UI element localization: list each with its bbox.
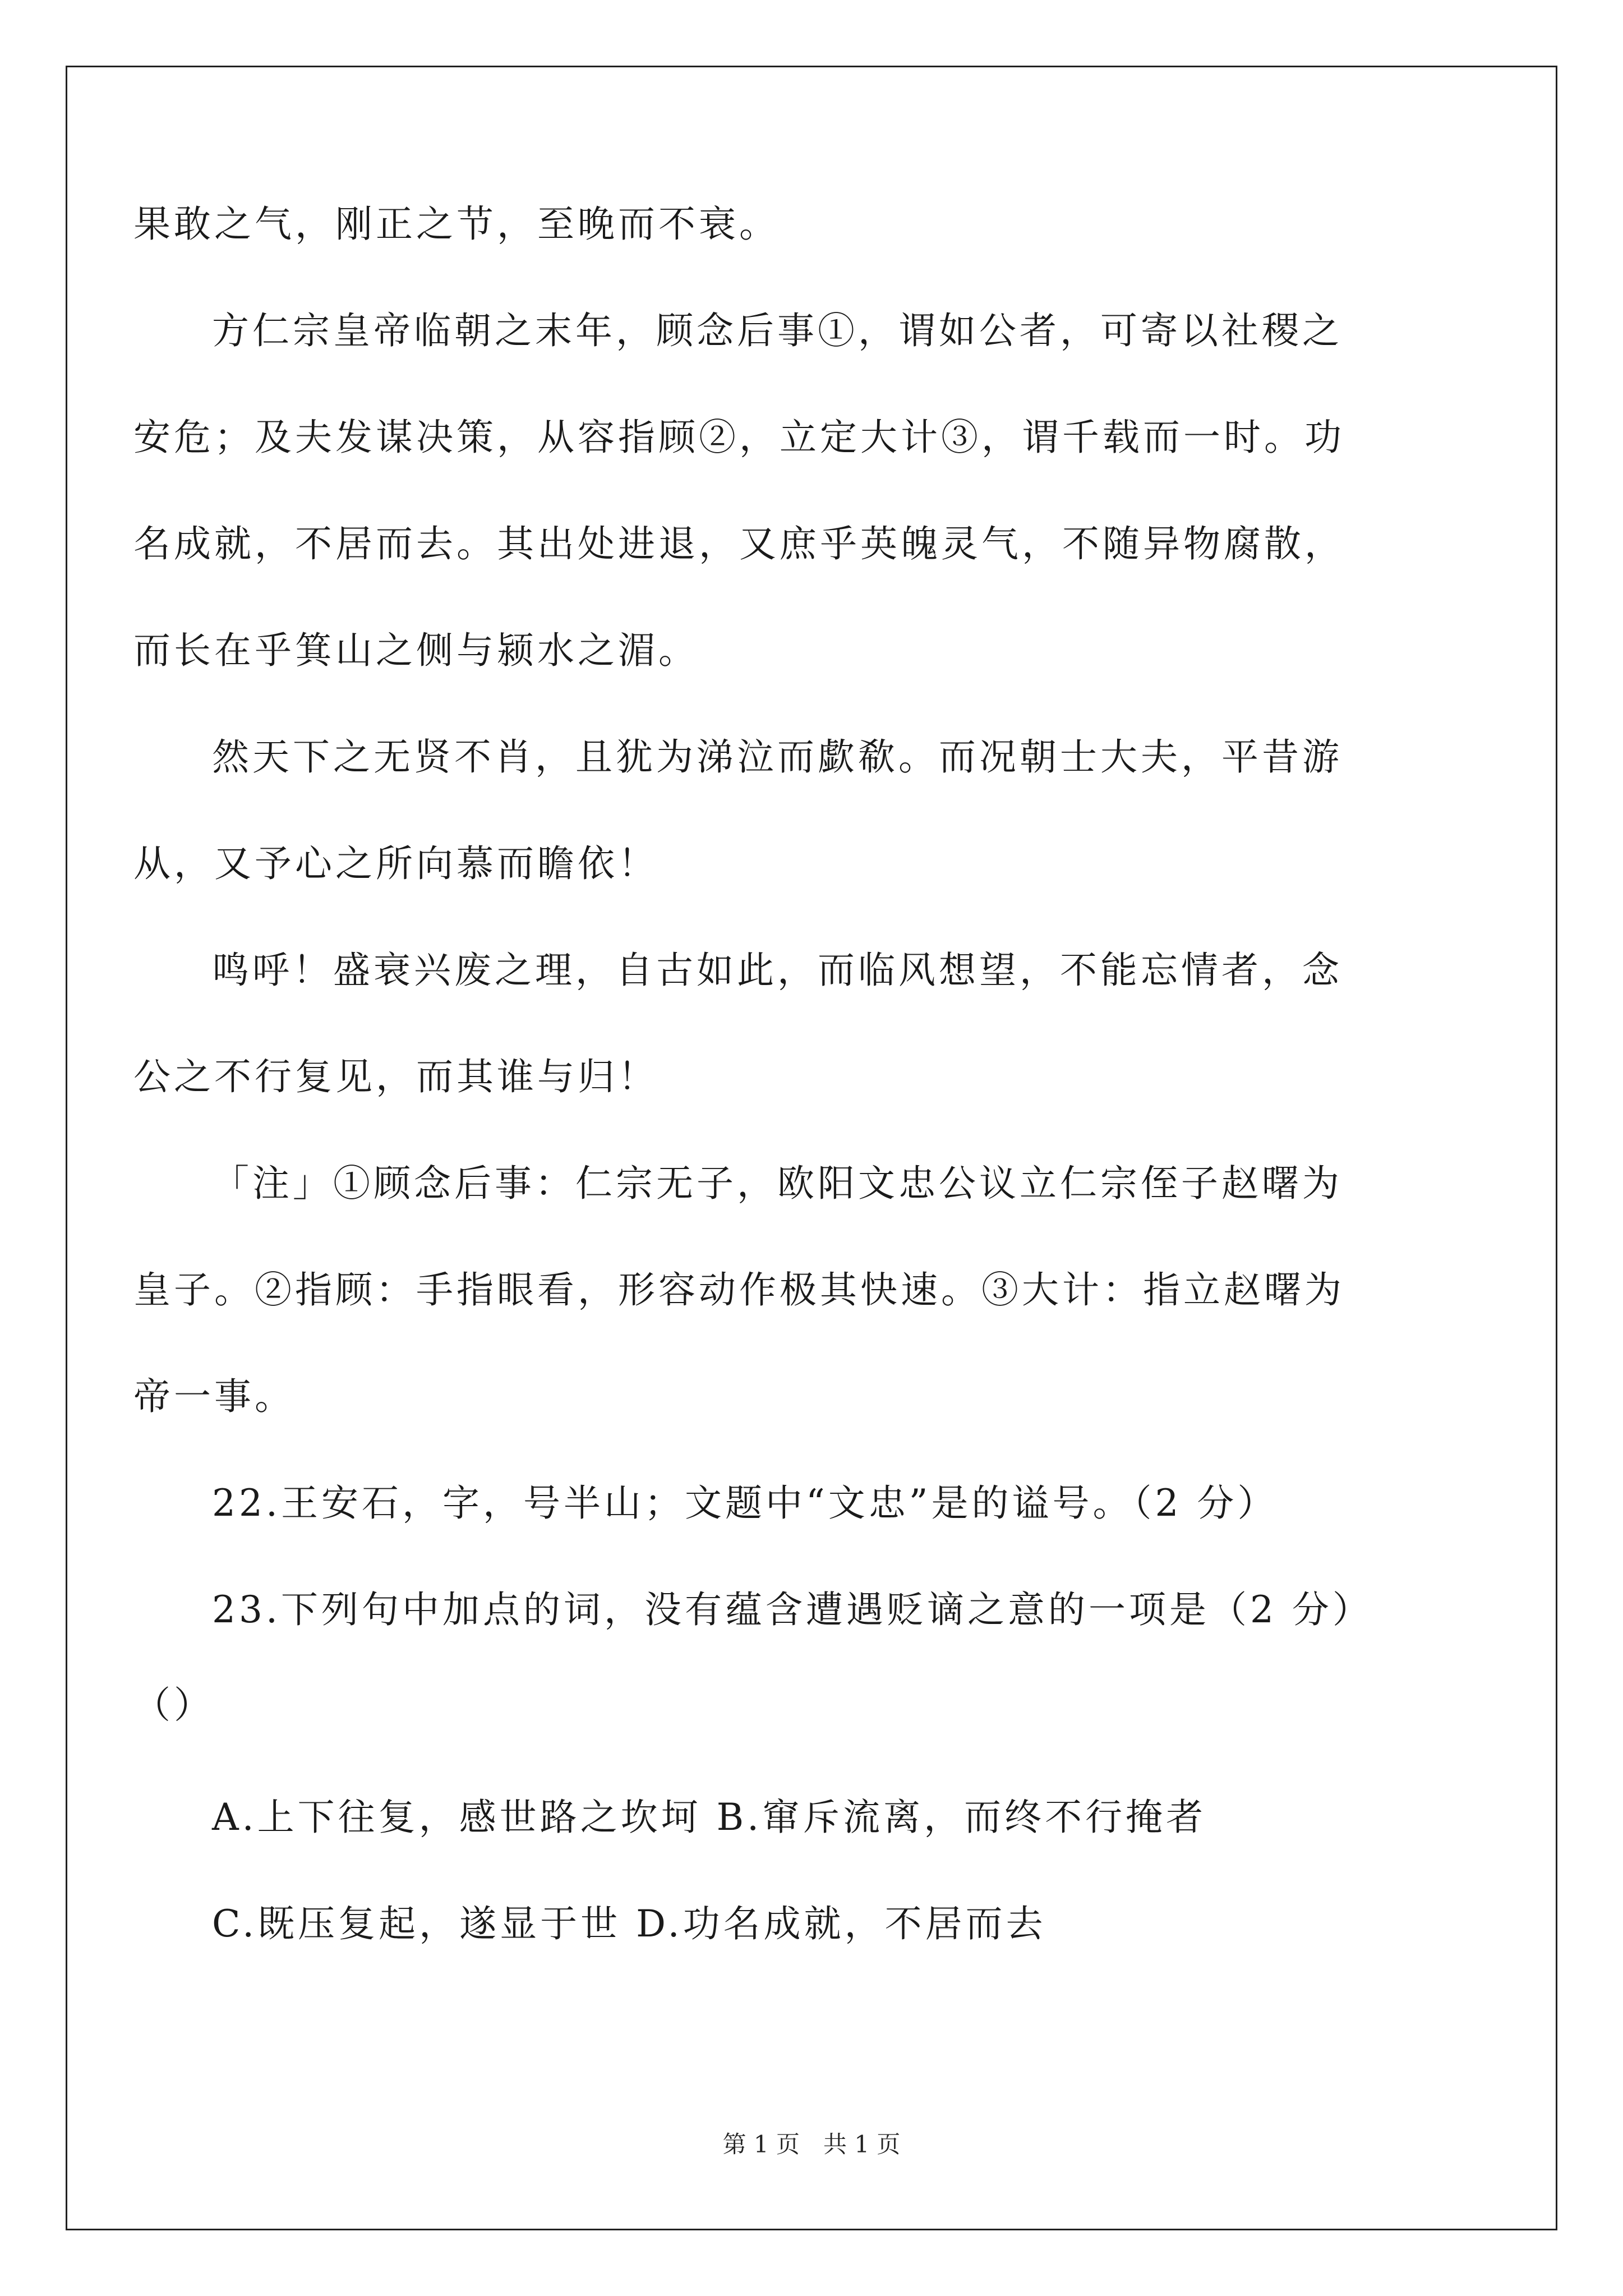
text-line: 果敢之气，刚正之节，至晚而不衰。 [133, 203, 780, 246]
text-line: 公之不行复见，而其谁与归！ [133, 1055, 658, 1098]
question-22: 22.王安石，字，号半山；文题中“文忠”是的谥号。（2 分） [212, 1481, 1278, 1525]
annotation-start: 「注」①顾念后事：仁宗无子，欧阳文忠公议立仁宗侄子赵曙为 [212, 1162, 1343, 1205]
annotation-line: 皇子。②指顾：手指眼看，形容动作极其快速。③大计：指立赵曙为 [133, 1268, 1345, 1312]
option-line-cd: C.既压复起，遂显于世 D.功名成就，不居而去 [212, 1902, 1046, 1945]
text-line: 从，又予心之所向慕而瞻依！ [133, 842, 658, 885]
text-line: 名成就，不居而去。其出处进退，又庶乎英魄灵气，不随异物腐散， [133, 522, 1345, 565]
text-line: 而长在乎箕山之侧与颍水之湄。 [133, 629, 699, 672]
option-line-ab: A.上下往复，感世路之坎坷 B.窜斥流离，而终不行掩者 [212, 1796, 1207, 1839]
annotation-line: 帝一事。 [133, 1375, 295, 1418]
text-line: 安危；及夫发谋决策，从容指顾②，立定大计③，谓千载而一时。功 [133, 416, 1345, 459]
paragraph-start: 方仁宗皇帝临朝之末年，顾念后事①，谓如公者，可寄以社稷之 [212, 309, 1343, 352]
page-number: 第 1 页 共 1 页 [722, 2131, 901, 2158]
paragraph-start: 然天下之无贤不肖，且犹为涕泣而歔欷。而况朝士大夫，平昔游 [212, 735, 1343, 779]
answer-blank: （） [133, 1683, 214, 1727]
paragraph-start: 鸣呼！盛衰兴废之理，自古如此，而临风想望，不能忘情者，念 [212, 949, 1343, 992]
question-23: 23.下列句中加点的词，没有蕴含遭遇贬谪之意的一项是（2 分） [212, 1588, 1373, 1631]
